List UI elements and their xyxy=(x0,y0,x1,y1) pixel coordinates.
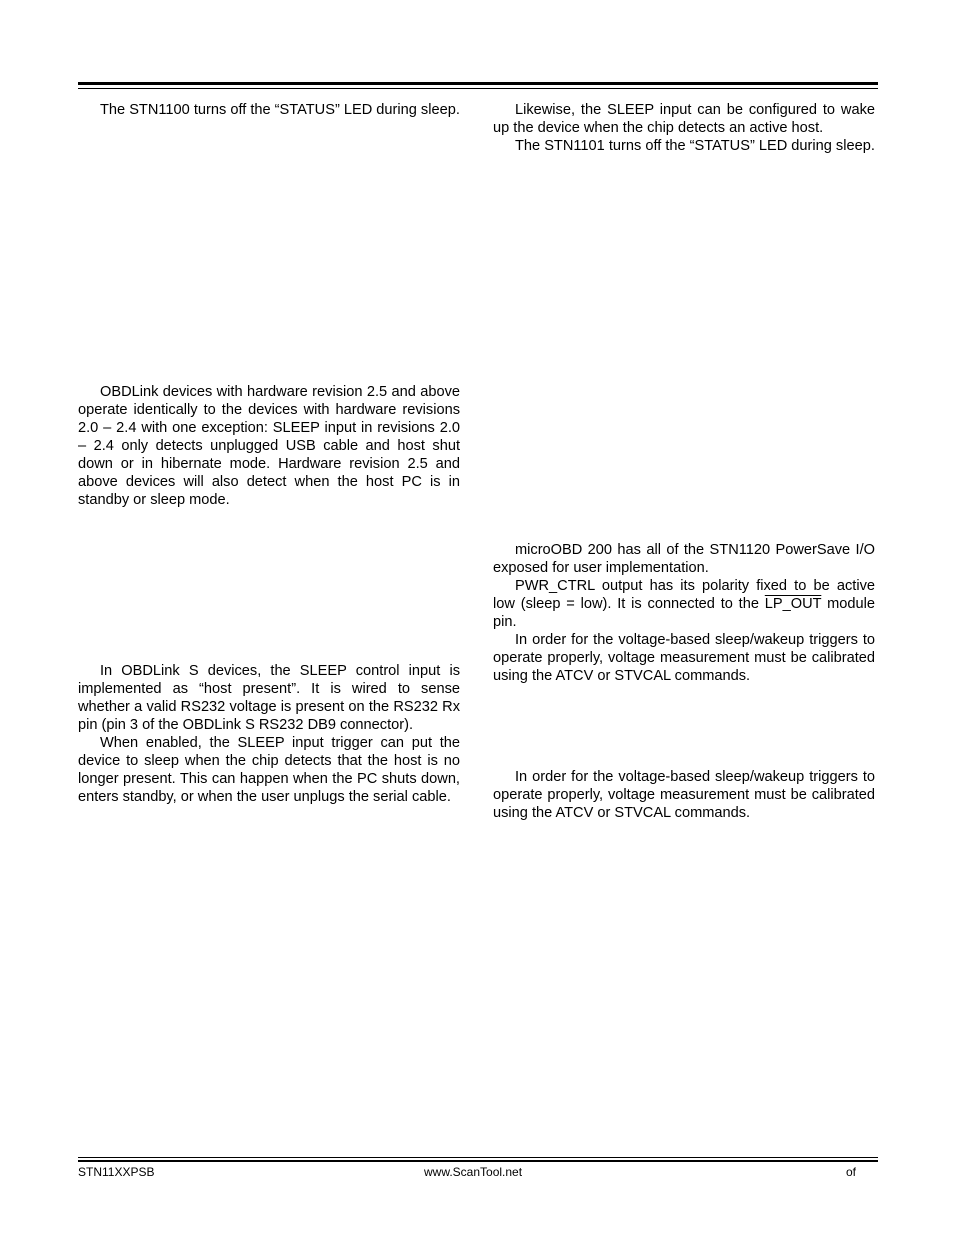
paragraph: OBDLink devices with hardware revision 2.5 and above operate identically to the devices with hardware revisions 2.0 – 2.4 with one exception: SLEEP input in revisions 2.0 – 2.4 only detects unplugged USB cable and host shut down or in hibernate mode. Hardware revision 2.5 and above devices will also detect when the host PC is in standby or sleep mode. xyxy=(78,384,460,508)
right-block-3 xyxy=(493,768,875,822)
paragraph xyxy=(493,577,875,631)
paragraph-part: module pin. xyxy=(493,596,875,630)
paragraph: Likewise, the SLEEP input can be configured to wake up the device when the chip detects an active host. xyxy=(493,102,875,136)
paragraph: In order for the voltage-based sleep/wakeup triggers to operate properly, voltage measurement must be calibrated using the ATCV or STVCAL commands. xyxy=(493,632,875,684)
right-block-1 xyxy=(493,101,875,155)
header-rule xyxy=(78,82,878,85)
paragraph: microOBD 200 has all of the STN1120 PowerSave I/O exposed for user implementation. xyxy=(493,542,875,576)
paragraph: When enabled, the SLEEP input trigger can put the device to sleep when the chip detects that the host is no longer present. This can happen when the PC shuts down, enters standby, or when the user unplugs the serial cable. xyxy=(78,735,460,805)
paragraph: The STN1101 turns off the “STATUS” LED during sleep. xyxy=(515,138,875,154)
paragraph: The STN1100 turns off the “STATUS” LED during sleep. xyxy=(100,102,460,118)
footer-page-of: of xyxy=(846,1165,857,1179)
header-rule-thin xyxy=(78,88,878,89)
paragraph: In OBDLink S devices, the SLEEP control input is implemented as “host present”. It is wired to sense whether a valid RS232 voltage is present on the RS232 Rx pin (pin 3 of the OBDLink S RS232 DB9 connector). xyxy=(78,663,460,733)
left-block-2 xyxy=(78,383,460,509)
footer-doc-id: STN11XXPSB xyxy=(78,1165,155,1179)
footer-rule-thin xyxy=(78,1157,878,1158)
left-block-3 xyxy=(78,662,460,806)
paragraph-part: PWR_CTRL output has its polarity fixed to be active low (sleep = low). It is connected to the xyxy=(493,578,875,612)
paragraph: In order for the voltage-based sleep/wakeup triggers to operate properly, voltage measurement must be calibrated using the ATCV or STVCAL commands. xyxy=(493,769,875,821)
right-block-2 xyxy=(493,541,875,685)
footer-website: www.ScanTool.net xyxy=(424,1165,523,1179)
footer-rule xyxy=(78,1160,878,1162)
left-block-1 xyxy=(78,101,460,119)
lp-out-signal: LP_OUT xyxy=(764,596,822,612)
